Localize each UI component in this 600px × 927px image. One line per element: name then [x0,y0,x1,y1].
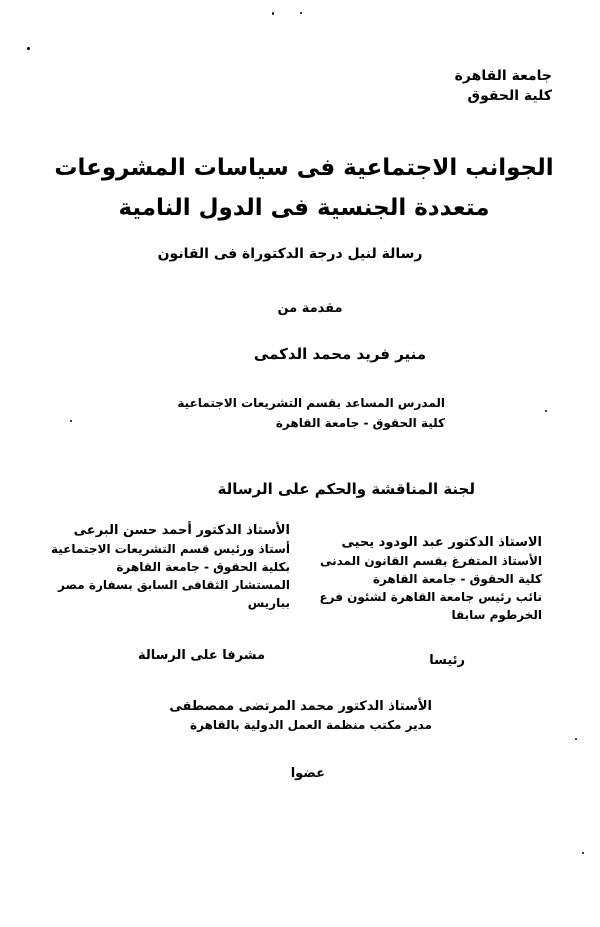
university-name: جامعة القاهرة [454,68,552,84]
faculty-name: كلية الحقوق [467,88,552,104]
chair-line-4: الخرطوم سابقا [451,608,542,622]
scan-speck [582,852,584,854]
supervisor-member-block [51,522,290,612]
member-line-1: مدير مكتب منظمة العمل الدولية بالقاهرة [190,718,432,732]
author-name: منير فريد محمد الدكمى [253,345,427,363]
chair-name: الاستاذ الدكتور عبد الودود يحيى [341,535,542,550]
chair-line-3: نائب رئيس جامعة القاهرة لشئون فرع [319,590,542,604]
supervisor-line-4: بباريس [247,596,290,610]
institution-block [455,66,552,106]
author-position-line-2: كلية الحقوق - جامعة القاهرة [275,416,445,430]
supervisor-name: الأستاذ الدكتور أحمد حسن البرعى [73,523,290,538]
scan-speck [300,12,302,14]
committee-heading: لجنة المناقشة والحكم على الرسالة [217,480,475,498]
scan-speck [27,47,30,50]
chair-role-label: رئيسا [429,653,465,668]
degree-statement: رسالة لنيل درجة الدكتوراة فى القانون [157,246,423,262]
author-position-line-1: المدرس المساعد بقسم التشريعات الاجتماعية [177,396,445,410]
thesis-title-line-1: الجوانب الاجتماعية فى سياسات المشروعات [54,155,554,181]
member-name: الأستاذ الدكتور محمد المرتضى ممصطفى [169,699,432,714]
scan-speck [545,410,547,412]
scan-speck [575,738,577,740]
chair-member-block [319,534,542,624]
scan-speck [70,420,72,422]
presented-by-label: مقدمة من [277,301,343,316]
member-role-label: عضوا [290,766,325,781]
chair-line-2: كلية الحقوق - جامعة القاهرة [372,572,542,586]
scan-speck [272,12,274,15]
thesis-title-line-2: متعددة الجنسية فى الدول النامية [118,195,490,221]
supervisor-role-label: مشرفا على الرسالة [137,648,265,663]
author-position-block [177,393,445,433]
supervisor-line-1: أستاذ ورئيس قسم التشريعات الاجتماعية [51,542,290,556]
chair-line-1: الأستاذ المتفرغ بقسم القانون المدنى [319,554,542,568]
supervisor-line-2: بكلية الحقوق - جامعة القاهرة [116,560,290,574]
member-block [169,697,432,735]
supervisor-line-3: المستشار الثقافى السابق بسفارة مصر [58,578,290,592]
